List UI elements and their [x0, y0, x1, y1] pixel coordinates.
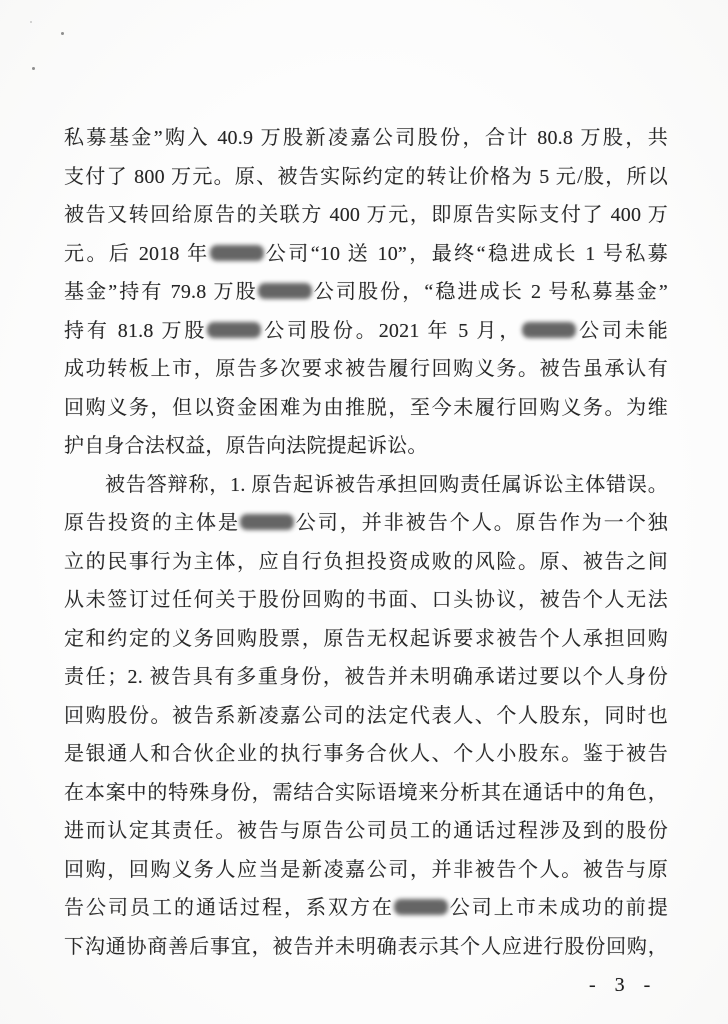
- text-segment: 成功转板上市，原告多次要求被告履行回购义务。被告虽承认有: [64, 358, 668, 380]
- text-line: [64, 928, 668, 967]
- text-segment: 下沟通协商善后事宜，被告并未明确表示其个人应进行股份回购，: [64, 935, 668, 958]
- redaction-block: [207, 322, 261, 338]
- text-line: [64, 350, 668, 389]
- text-segment: 是银通人和合伙企业的执行事务合伙人、个人小股东。鉴于被告: [64, 743, 668, 765]
- redaction-block: [522, 322, 576, 338]
- text-line: [64, 543, 668, 582]
- text-segment: 支付了 800 万元。原、被告实际约定的转让价格为 5 元/股，所以: [64, 165, 668, 188]
- text-segment: 责任；2. 被告具有多重身份，被告并未明确承诺过要以个人身份: [64, 666, 668, 688]
- text-segment: 公司上市未成功的前提: [448, 897, 668, 919]
- text-line: [64, 427, 668, 466]
- text-segment: 回购，回购义务人应当是新凌嘉公司，并非被告个人。被告与原: [64, 858, 668, 881]
- text-line: [64, 812, 668, 851]
- text-line: [64, 235, 668, 274]
- text-segment: 公司“10 送 10”，最终“稳进成长 1 号私募: [263, 242, 668, 265]
- scan-speck: [32, 67, 35, 70]
- text-line: [64, 196, 668, 235]
- text-line: [64, 273, 668, 312]
- redaction-block: [394, 899, 448, 915]
- text-segment: 公司股份。2021 年 5 月，: [261, 319, 523, 342]
- text-segment: 进而认定其责任。被告与原告公司员工的通话过程涉及到的股份: [64, 820, 668, 842]
- text-segment: 定和约定的义务回购股票，原告无权起诉要求被告个人承担回购: [64, 627, 668, 650]
- text-segment: 回购义务，但以资金困难为由推脱，至今未履行回购义务。为维: [64, 396, 668, 419]
- text-line: [64, 158, 668, 197]
- text-line: [64, 658, 668, 697]
- text-line: [64, 466, 668, 505]
- redaction-block: [210, 245, 264, 261]
- text-segment: 在本案中的特殊身份，需结合实际语境来分析其在通话中的角色，: [64, 781, 668, 804]
- document-body: [64, 119, 668, 966]
- text-line: [64, 119, 668, 158]
- text-line: [64, 504, 668, 543]
- text-segment: 公司未能: [576, 319, 668, 342]
- text-segment: 从未签订过任何关于股份回购的书面、口头协议，被告个人无法: [64, 589, 668, 611]
- text-segment: 持有 81.8 万股: [64, 319, 208, 342]
- text-line: [64, 581, 668, 620]
- text-segment: 回购股份。被告系新凌嘉公司的法定代表人、个人股东，同时也: [64, 704, 668, 727]
- text-segment: 被告又转回给原告的关联方 400 万元，即原告实际支付了 400 万: [64, 204, 668, 226]
- redaction-block: [240, 514, 294, 530]
- text-segment: 原告投资的主体是: [64, 512, 240, 534]
- text-line: [64, 312, 668, 351]
- scan-speck: [61, 32, 64, 35]
- redaction-block: [258, 283, 312, 299]
- text-segment: 被告答辩称，1. 原告起诉被告承担回购责任属诉讼主体错误。: [105, 473, 668, 496]
- text-line: [64, 889, 668, 928]
- text-segment: 私募基金”购入 40.9 万股新凌嘉公司股份，合计 80.8 万股，共: [64, 127, 668, 149]
- scan-speck: [30, 21, 32, 23]
- text-segment: 立的民事行为主体，应自行负担投资成败的风险。原、被告之间: [64, 550, 668, 573]
- text-segment: 护自身合法权益，原告向法院提起诉讼。: [64, 435, 428, 457]
- text-segment: 基金”持有 79.8 万股: [64, 281, 258, 303]
- text-segment: 元。后 2018 年: [64, 242, 210, 265]
- text-line: [64, 735, 668, 774]
- text-line: [64, 389, 668, 428]
- text-segment: 告公司员工的通话过程，系双方在: [64, 897, 394, 919]
- text-line: [64, 697, 668, 736]
- text-line: [64, 774, 668, 813]
- text-line: [64, 851, 668, 890]
- page-number: - 3 -: [589, 974, 658, 996]
- text-segment: 公司股份，“稳进成长 2 号私募基金”: [311, 281, 668, 303]
- text-line: [64, 620, 668, 659]
- text-segment: 公司，并非被告个人。原告作为一个独: [294, 512, 668, 534]
